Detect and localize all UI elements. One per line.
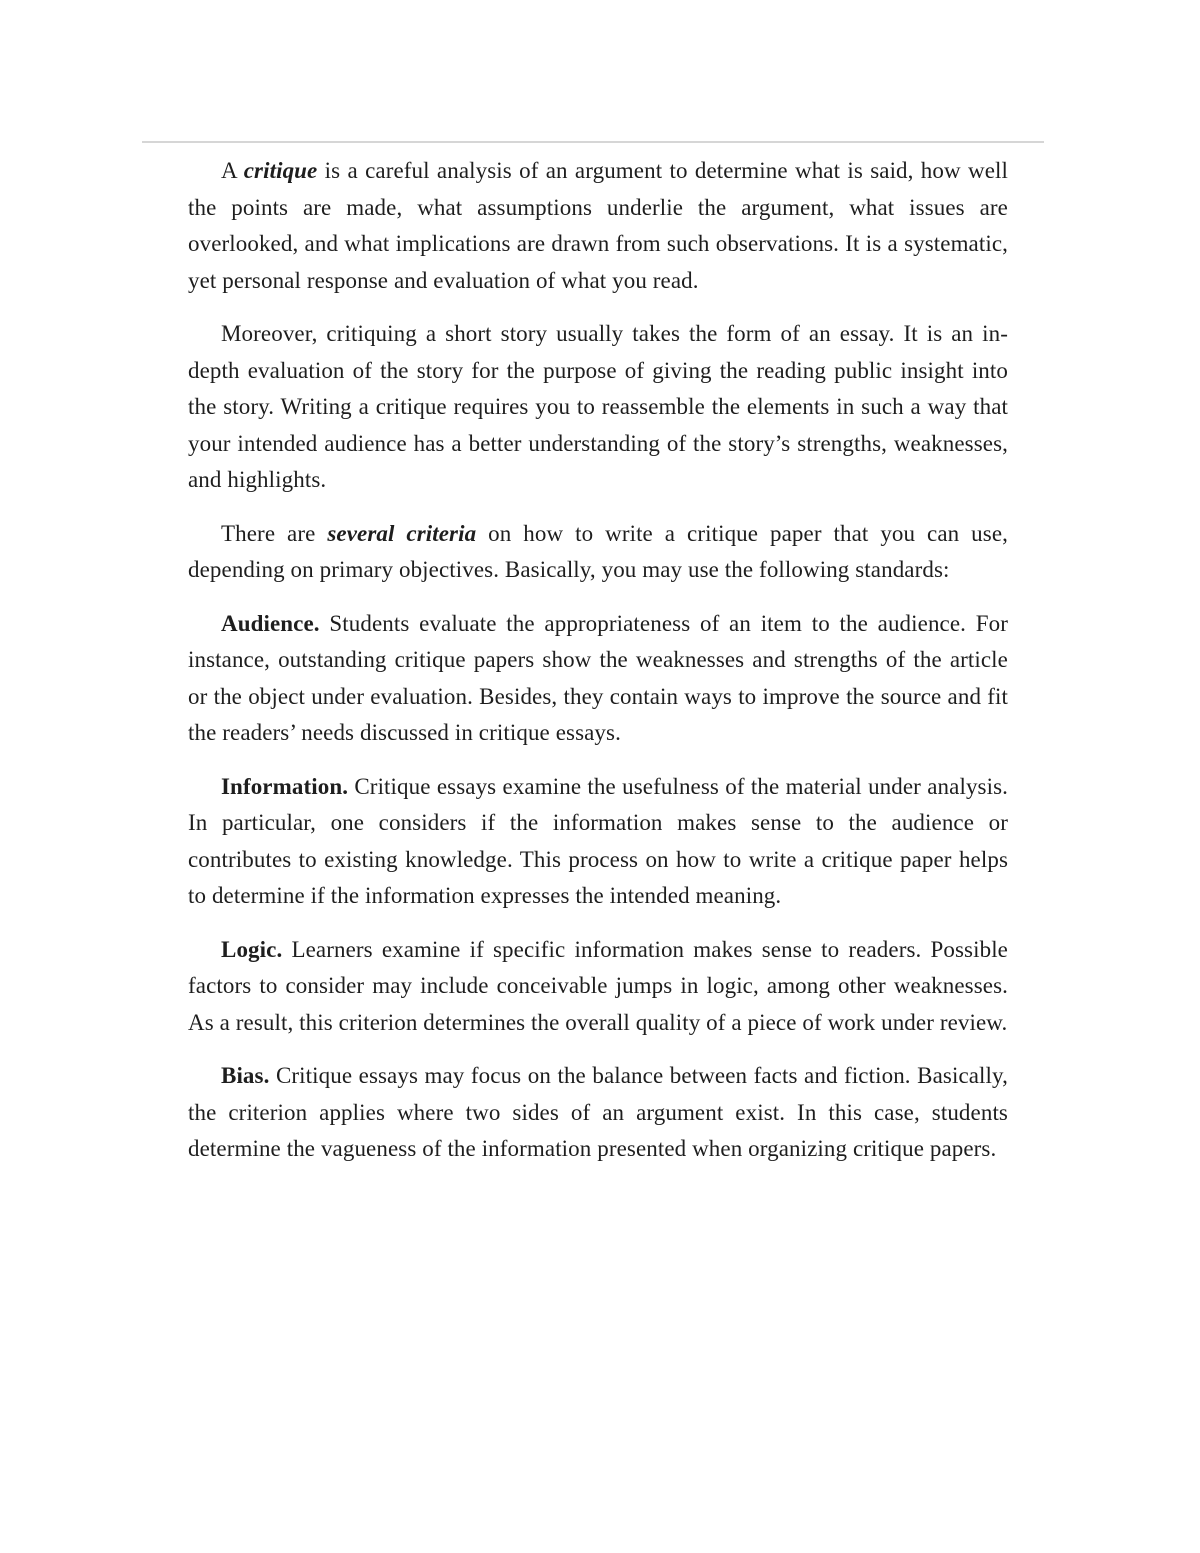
paragraph-criterion-logic bbox=[188, 932, 1008, 1042]
criterion-heading: Logic. bbox=[221, 936, 283, 962]
paragraph-criterion-information bbox=[188, 769, 1008, 915]
paragraph-criteria-intro bbox=[188, 516, 1008, 589]
criteria-intro-body: on how to write a critique paper that you can use, depending on primary objectives. Basically, you may use the following standards: bbox=[188, 520, 1008, 582]
criterion-body: Critique essays examine the usefulness of the material under analysis. In particular, one considers if the information makes sense to the audience or contributes to existing knowledge. This process on how to write a critique paper helps to determine if the information expresses the intended meaning. bbox=[188, 773, 1008, 908]
paragraph-criterion-audience bbox=[188, 606, 1008, 752]
intro-body: is a careful analysis of an argument to determine what is said, how well the points are made, what assumptions underlie the argument, what issues are overlooked, and what implications are drawn from such observations. It is a systematic, yet personal response and evaluation of what you read. bbox=[188, 158, 1008, 293]
criterion-heading: Audience. bbox=[221, 610, 320, 636]
paragraph-criterion-bias bbox=[188, 1058, 1008, 1168]
paragraph-critique-definition bbox=[188, 153, 1008, 299]
top-divider bbox=[142, 141, 1044, 143]
term-critique: critique bbox=[243, 158, 318, 183]
criterion-body: Students evaluate the appropriateness of an item to the audience. For instance, outstanding critique papers show the weaknesses and strengths of the article or the object under evaluation. Besides, they contain ways to improve the source and fit the readers’ needs discussed in critique essays. bbox=[188, 610, 1008, 745]
paragraph-short-story bbox=[188, 316, 1008, 499]
intro-prefix: A bbox=[221, 158, 244, 183]
criterion-heading: Information. bbox=[221, 773, 349, 799]
document-body bbox=[188, 153, 1008, 1185]
criterion-body: Critique essays may focus on the balance between facts and fiction. Basically, the criterion applies where two sides of an argument exist. In this case, students determine the vagueness of the information presented when organizing critique papers. bbox=[188, 1063, 1008, 1161]
term-several-criteria: several criteria bbox=[327, 520, 477, 546]
criterion-body: Learners examine if specific information makes sense to readers. Possible factors to consider may include conceivable jumps in logic, among other weaknesses. As a result, this criterion determines the overall quality of a piece of work under review. bbox=[188, 936, 1008, 1035]
criteria-intro-prefix: There are bbox=[221, 520, 328, 546]
criterion-heading: Bias. bbox=[221, 1063, 270, 1088]
short-story-body: Moreover, critiquing a short story usually takes the form of an essay. It is an in-depth evaluation of the story for the purpose of giving the reading public insight into the story. Writing a critique requires you to reassemble the elements in such a way that your intended audience has a better understanding of the story’s strengths, weaknesses, and highlights. bbox=[188, 321, 1008, 492]
